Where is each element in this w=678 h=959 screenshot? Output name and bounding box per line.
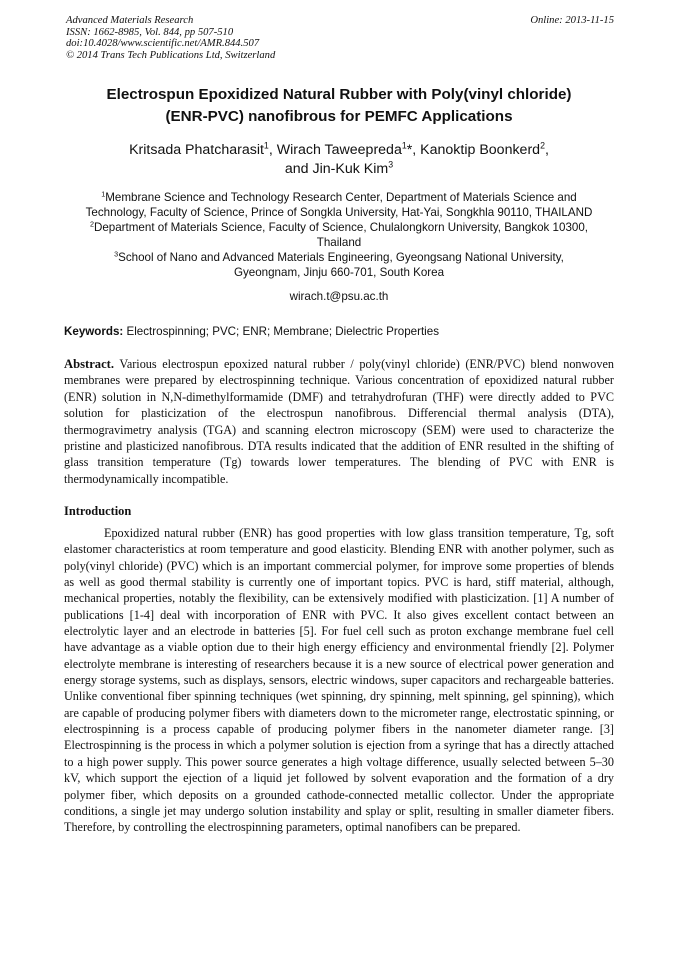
author-list bbox=[40, 141, 638, 179]
corresponding-mark: * bbox=[406, 142, 413, 158]
author-line-1 bbox=[40, 141, 638, 160]
author-conjunction: and bbox=[284, 161, 313, 177]
journal-name: Advanced Materials Research bbox=[66, 15, 194, 26]
doi: doi:10.4028/www.scientific.net/AMR.844.507 bbox=[66, 38, 260, 50]
author-4: Jin-Kuk Kim bbox=[312, 161, 389, 177]
introduction-heading: Introduction bbox=[64, 504, 132, 518]
affiliations bbox=[50, 190, 628, 281]
affiliation-3-mark: 3 bbox=[114, 249, 119, 259]
keywords bbox=[64, 325, 439, 338]
affiliation-3-line-1: $^3$School of Nano and Advanced Materials Engineering, Gyeongsang National University, bbox=[114, 249, 564, 265]
author-line-2 bbox=[40, 160, 638, 179]
author-2: Wirach Taweepreda bbox=[276, 142, 402, 158]
title-line-1: Electrospun Epoxidized Natural Rubber with Poly(vinyl chloride) bbox=[106, 86, 572, 103]
author-separator: , bbox=[412, 142, 421, 158]
copyright: © 2014 Trans Tech Publications Ltd, Switzerland bbox=[66, 49, 276, 61]
affiliation-3-line-2: Gyeongnam, Jinju 660-701, South Korea bbox=[233, 266, 445, 280]
title-line-2: (ENR-PVC) nanofibrous for PEMFC Applications bbox=[165, 108, 513, 125]
journal-meta bbox=[66, 15, 275, 61]
affiliation-2-mark: 2 bbox=[89, 219, 94, 229]
affiliation-2-line-2: Thailand bbox=[316, 236, 362, 250]
author-3-affiliation: 2 bbox=[540, 140, 545, 151]
author-1: Kritsada Phatcharasit bbox=[129, 142, 264, 158]
issn: ISSN: 1662-8985, Vol. 844, pp 507-510 bbox=[66, 26, 234, 38]
online-date: Online: 2013-11-15 bbox=[530, 15, 614, 26]
affiliation-1-line-2: Technology, Faculty of Science, Prince of Songkla University, Hat-Yai, Songkhla 90110, THAILAND bbox=[85, 206, 593, 220]
affiliation-1-mark: 1 bbox=[101, 189, 106, 199]
abstract-label: Abstract. bbox=[64, 357, 115, 371]
author-separator: , bbox=[544, 142, 549, 158]
author-2-affiliation: 1 bbox=[401, 140, 407, 151]
abstract bbox=[64, 356, 614, 487]
affiliation-2-line-1: $^2$Department of Materials Science, Faculty of Science, Chulalongkorn University, Bangkok 10300, bbox=[89, 219, 589, 235]
affiliation-1-line-1: $^1$Membrane Science and Technology Research Center, Department of Materials Science and bbox=[101, 189, 577, 204]
author-3: Kanoktip Boonkerd bbox=[420, 142, 541, 158]
author-separator: , bbox=[268, 142, 277, 158]
author-4-affiliation: 3 bbox=[388, 159, 394, 170]
keywords-label: Keywords: bbox=[64, 325, 124, 338]
paper-title bbox=[40, 84, 638, 128]
introduction-body: Epoxidized natural rubber (ENR) has good properties with low glass transition temperature, Tg, soft elastomer characteristics at room temperature and good elasticity. Blending ENR with another polymer, such as poly(vinyl chloride) (PVC) which is an important commercial polymer, for improve some properties of blends as well as good thermal stability is currently one of important topics. PVC is hard, stiff material, although, mechanical properties, notably the flexibility, can be extensively modified with plasticization. [1] A number of publications [1-4] deal with incorporation of ENR with PVC. It also gives excellent contact between an electrolytic layer and an electrode in batteries [5]. For fuel cell such as proton exchange membrane fuel cell have advantage as a viable option due to their high energy efficiency and environmental friendly [2]. Polymer electrolyte membrane is interesting of researchers because it is a new source of electrical power generation and energy storage systems, such as displays, sensors, electric windows, super capacitors and rechargeable batteries. Unlike conventional fiber spinning techniques (wet spinning, dry spinning, melt spinning, gel spinning), which are capable of producing polymer fibers with diameters down to the micrometer range, electrostatic spinning, or electrospinning is a process capable of producing polymer fibers in the nanometer diameter range. [3] Electrospinning is the process in which a polymer solution is ejection from a syringe that has a directly attached to a high power supply. This power source generates a high voltage difference, usually selected between 5–30 kV, which support the ejection of a liquid jet followed by solvent evaporation and the formation of a dry polymer fiber, which deposits on a grounded cathode-connected metallic collector. Under the appropriate conditions, a single jet may undergo solution instability and splay or split, resulting in smaller diameter fibers. Therefore, by controlling the electrospinning parameters, optimal nanofibers can be prepared. bbox=[64, 526, 614, 835]
corresponding-email[interactable]: wirach.t@psu.ac.th bbox=[289, 290, 389, 303]
author-1-affiliation: 1 bbox=[263, 140, 269, 151]
abstract-text: Various electrospun epoxized natural rubber / poly(vinyl chloride) (ENR/PVC) blend nonwoven membranes were prepared by electrospinning technique. Various concentration of epoxidized natural rubber (ENR) solution in N,N-dimethylformamide (DMF) and tetrahydrofuran (THF) were directly added to PVC solution for plasticization of the electrospun nanofibrous. Differencial thermal analysis (DTA), thermogravimetry analysis (TGA) and scanning electron microscopy (SEM) were used to characterize the pristine and plasticized nanofibrous. DTA results indicated that the addition of ENR resulted in the shifting of glass transition temperature (Tg) towards lower temperatures. The blending of PVC with ENR is thermodynamically incompatible. bbox=[64, 357, 614, 486]
keywords-text: Electrospinning; PVC; ENR; Membrane; Dielectric Properties bbox=[123, 325, 440, 338]
